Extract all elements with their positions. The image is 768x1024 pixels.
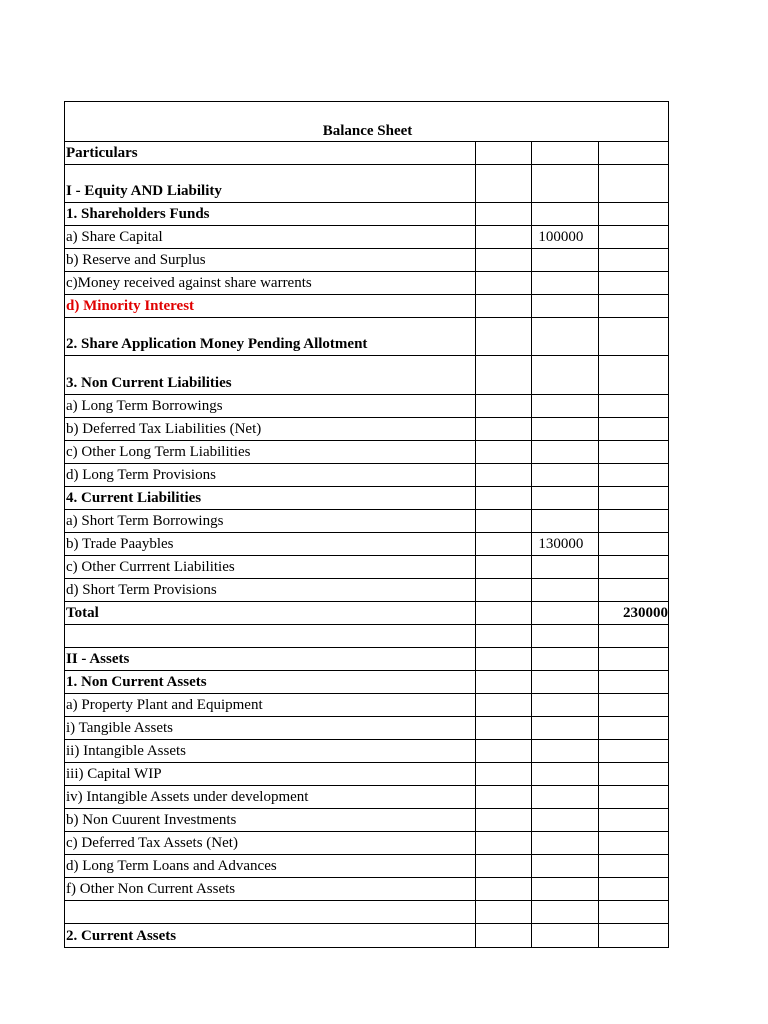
amount-cell[interactable] bbox=[531, 878, 598, 900]
note-cell[interactable] bbox=[475, 855, 532, 877]
table-body bbox=[65, 142, 668, 947]
amount-cell[interactable] bbox=[531, 418, 598, 440]
amount-cell[interactable] bbox=[531, 924, 598, 947]
row-label[interactable]: d) Short Term Provisions bbox=[66, 582, 217, 598]
table-row bbox=[65, 464, 668, 487]
total-cell[interactable] bbox=[598, 356, 668, 394]
row-label[interactable]: iv) Intangible Assets under development bbox=[66, 789, 309, 805]
table-row bbox=[65, 786, 668, 809]
note-cell[interactable] bbox=[475, 901, 532, 923]
row-label[interactable]: c) Deferred Tax Assets (Net) bbox=[66, 835, 238, 851]
total-cell[interactable] bbox=[598, 556, 668, 578]
total-cell[interactable] bbox=[598, 740, 668, 762]
total-cell[interactable] bbox=[598, 625, 668, 647]
table-row bbox=[65, 249, 668, 272]
amount-cell[interactable] bbox=[531, 395, 598, 417]
table-row bbox=[65, 602, 668, 625]
table-row bbox=[65, 295, 668, 318]
total-cell[interactable] bbox=[598, 648, 668, 670]
row-label[interactable]: Particulars bbox=[66, 145, 138, 161]
table-row bbox=[65, 356, 668, 395]
total-cell[interactable] bbox=[598, 418, 668, 440]
amount-cell[interactable] bbox=[531, 901, 598, 923]
row-label[interactable]: c)Money received against share warrents bbox=[66, 275, 312, 291]
row-label[interactable]: 4. Current Liabilities bbox=[66, 490, 202, 506]
note-cell[interactable] bbox=[475, 924, 532, 947]
note-cell[interactable] bbox=[475, 625, 532, 647]
note-cell[interactable] bbox=[475, 165, 532, 202]
table-row bbox=[65, 272, 668, 295]
note-cell[interactable] bbox=[475, 786, 532, 808]
amount-cell[interactable]: 130000 bbox=[531, 533, 598, 555]
row-label[interactable]: i) Tangible Assets bbox=[66, 720, 173, 736]
amount-cell[interactable] bbox=[531, 602, 598, 624]
table-row bbox=[65, 763, 668, 786]
total-cell[interactable] bbox=[598, 272, 668, 294]
note-cell[interactable] bbox=[475, 203, 532, 225]
total-cell[interactable] bbox=[598, 832, 668, 854]
table-row bbox=[65, 809, 668, 832]
total-cell[interactable] bbox=[598, 165, 668, 202]
row-label[interactable]: 3. Non Current Liabilities bbox=[66, 375, 232, 391]
note-cell[interactable] bbox=[475, 533, 532, 555]
row-label[interactable]: 2. Share Application Money Pending Allotment bbox=[66, 336, 368, 352]
total-cell[interactable] bbox=[598, 717, 668, 739]
amount-cell[interactable] bbox=[531, 487, 598, 509]
table-row bbox=[65, 418, 668, 441]
amount-cell[interactable] bbox=[531, 441, 598, 463]
row-label[interactable]: c) Other Currrent Liabilities bbox=[66, 559, 235, 575]
note-cell[interactable] bbox=[475, 648, 532, 670]
table-row bbox=[65, 226, 668, 249]
total-cell[interactable] bbox=[598, 142, 668, 164]
note-cell[interactable] bbox=[475, 142, 532, 164]
total-cell[interactable] bbox=[598, 579, 668, 601]
total-cell[interactable]: 230000 bbox=[598, 602, 668, 624]
amount-cell[interactable] bbox=[531, 272, 598, 294]
note-cell[interactable] bbox=[475, 763, 532, 785]
row-label[interactable]: a) Property Plant and Equipment bbox=[66, 697, 263, 713]
amount-cell[interactable] bbox=[531, 510, 598, 532]
row-label[interactable]: a) Long Term Borrowings bbox=[66, 398, 223, 414]
table-row bbox=[65, 165, 668, 203]
amount-cell[interactable] bbox=[531, 625, 598, 647]
table-row bbox=[65, 901, 668, 924]
total-cell[interactable] bbox=[598, 671, 668, 693]
note-cell[interactable] bbox=[475, 740, 532, 762]
table-row bbox=[65, 625, 668, 648]
amount-cell[interactable] bbox=[531, 165, 598, 202]
amount-cell[interactable] bbox=[531, 295, 598, 317]
row-label[interactable]: iii) Capital WIP bbox=[66, 766, 162, 782]
amount-cell[interactable] bbox=[531, 694, 598, 716]
table-row bbox=[65, 855, 668, 878]
total-cell[interactable] bbox=[598, 855, 668, 877]
total-cell[interactable] bbox=[598, 924, 668, 947]
row-label[interactable]: 2. Current Assets bbox=[66, 928, 177, 944]
row-label[interactable]: II - Assets bbox=[66, 651, 130, 667]
total-cell[interactable] bbox=[598, 533, 668, 555]
table-row bbox=[65, 142, 668, 165]
total-cell[interactable] bbox=[598, 249, 668, 271]
row-label[interactable] bbox=[65, 901, 475, 923]
row-label[interactable]: I - Equity AND Liability bbox=[66, 183, 222, 199]
total-cell[interactable] bbox=[598, 694, 668, 716]
total-cell[interactable] bbox=[598, 318, 668, 355]
row-label[interactable] bbox=[65, 625, 475, 647]
table-row bbox=[65, 510, 668, 533]
total-cell[interactable] bbox=[598, 226, 668, 248]
row-label[interactable]: b) Non Cuurent Investments bbox=[66, 812, 237, 828]
amount-cell[interactable] bbox=[531, 318, 598, 355]
amount-cell[interactable] bbox=[531, 579, 598, 601]
note-cell[interactable] bbox=[475, 441, 532, 463]
table-row bbox=[65, 318, 668, 356]
amount-cell[interactable] bbox=[531, 203, 598, 225]
total-cell[interactable] bbox=[598, 510, 668, 532]
amount-cell[interactable] bbox=[531, 809, 598, 831]
note-cell[interactable] bbox=[475, 602, 532, 624]
total-cell[interactable] bbox=[598, 487, 668, 509]
table-row bbox=[65, 487, 668, 510]
row-label[interactable]: b) Deferred Tax Liabilities (Net) bbox=[66, 421, 262, 437]
row-label[interactable]: a) Share Capital bbox=[66, 229, 163, 245]
note-cell[interactable] bbox=[475, 556, 532, 578]
row-label[interactable]: 1. Non Current Assets bbox=[66, 674, 207, 690]
note-cell[interactable] bbox=[475, 295, 532, 317]
table-row bbox=[65, 717, 668, 740]
row-label[interactable]: f) Other Non Current Assets bbox=[66, 881, 236, 897]
note-cell[interactable] bbox=[475, 418, 532, 440]
total-cell[interactable] bbox=[598, 395, 668, 417]
table-row bbox=[65, 832, 668, 855]
note-cell[interactable] bbox=[475, 487, 532, 509]
total-cell[interactable] bbox=[598, 809, 668, 831]
row-label[interactable]: Total bbox=[66, 605, 99, 621]
table-row bbox=[65, 878, 668, 901]
note-cell[interactable] bbox=[475, 226, 532, 248]
row-label[interactable]: b) Reserve and Surplus bbox=[66, 252, 206, 268]
amount-cell[interactable] bbox=[531, 717, 598, 739]
note-cell[interactable] bbox=[475, 395, 532, 417]
row-label[interactable]: d) Long Term Provisions bbox=[66, 467, 216, 483]
amount-cell[interactable] bbox=[531, 356, 598, 394]
total-cell[interactable] bbox=[598, 295, 668, 317]
note-cell[interactable] bbox=[475, 717, 532, 739]
amount-cell[interactable] bbox=[531, 786, 598, 808]
note-cell[interactable] bbox=[475, 510, 532, 532]
table-row bbox=[65, 740, 668, 763]
note-cell[interactable] bbox=[475, 878, 532, 900]
title-row bbox=[65, 102, 668, 142]
amount-cell[interactable] bbox=[531, 763, 598, 785]
row-label[interactable]: a) Short Term Borrowings bbox=[66, 513, 224, 529]
amount-cell[interactable] bbox=[531, 556, 598, 578]
balance-sheet-table bbox=[64, 101, 669, 948]
amount-cell[interactable]: 100000 bbox=[531, 226, 598, 248]
amount-cell[interactable] bbox=[531, 740, 598, 762]
amount-cell[interactable] bbox=[531, 464, 598, 486]
table-row bbox=[65, 441, 668, 464]
row-label[interactable]: d) Minority Interest bbox=[66, 298, 195, 314]
row-label[interactable]: b) Trade Paaybles bbox=[66, 536, 174, 552]
amount-cell[interactable] bbox=[531, 832, 598, 854]
note-cell[interactable] bbox=[475, 272, 532, 294]
table-row bbox=[65, 694, 668, 717]
amount-cell[interactable] bbox=[531, 855, 598, 877]
note-cell[interactable] bbox=[475, 809, 532, 831]
amount-cell[interactable] bbox=[531, 671, 598, 693]
total-cell[interactable] bbox=[598, 786, 668, 808]
row-label[interactable]: ii) Intangible Assets bbox=[66, 743, 186, 759]
row-label[interactable]: 1. Shareholders Funds bbox=[66, 206, 210, 222]
table-row bbox=[65, 395, 668, 418]
table-row bbox=[65, 533, 668, 556]
total-cell[interactable] bbox=[598, 441, 668, 463]
total-cell[interactable] bbox=[598, 763, 668, 785]
table-row bbox=[65, 556, 668, 579]
table-row bbox=[65, 924, 668, 947]
total-cell[interactable] bbox=[598, 464, 668, 486]
table-row bbox=[65, 671, 668, 694]
note-cell[interactable] bbox=[475, 356, 532, 394]
note-cell[interactable] bbox=[475, 694, 532, 716]
note-cell[interactable] bbox=[475, 832, 532, 854]
note-cell[interactable] bbox=[475, 318, 532, 355]
table-row bbox=[65, 203, 668, 226]
sheet-title: Balance Sheet bbox=[322, 123, 413, 139]
note-cell[interactable] bbox=[475, 464, 532, 486]
note-cell[interactable] bbox=[475, 249, 532, 271]
amount-cell[interactable] bbox=[531, 648, 598, 670]
table-row bbox=[65, 579, 668, 602]
row-label[interactable]: c) Other Long Term Liabilities bbox=[66, 444, 251, 460]
total-cell[interactable] bbox=[598, 901, 668, 923]
total-cell[interactable] bbox=[598, 203, 668, 225]
note-cell[interactable] bbox=[475, 671, 532, 693]
table-row bbox=[65, 648, 668, 671]
row-label[interactable]: d) Long Term Loans and Advances bbox=[66, 858, 277, 874]
amount-cell[interactable] bbox=[531, 249, 598, 271]
amount-cell[interactable] bbox=[531, 142, 598, 164]
note-cell[interactable] bbox=[475, 579, 532, 601]
total-cell[interactable] bbox=[598, 878, 668, 900]
